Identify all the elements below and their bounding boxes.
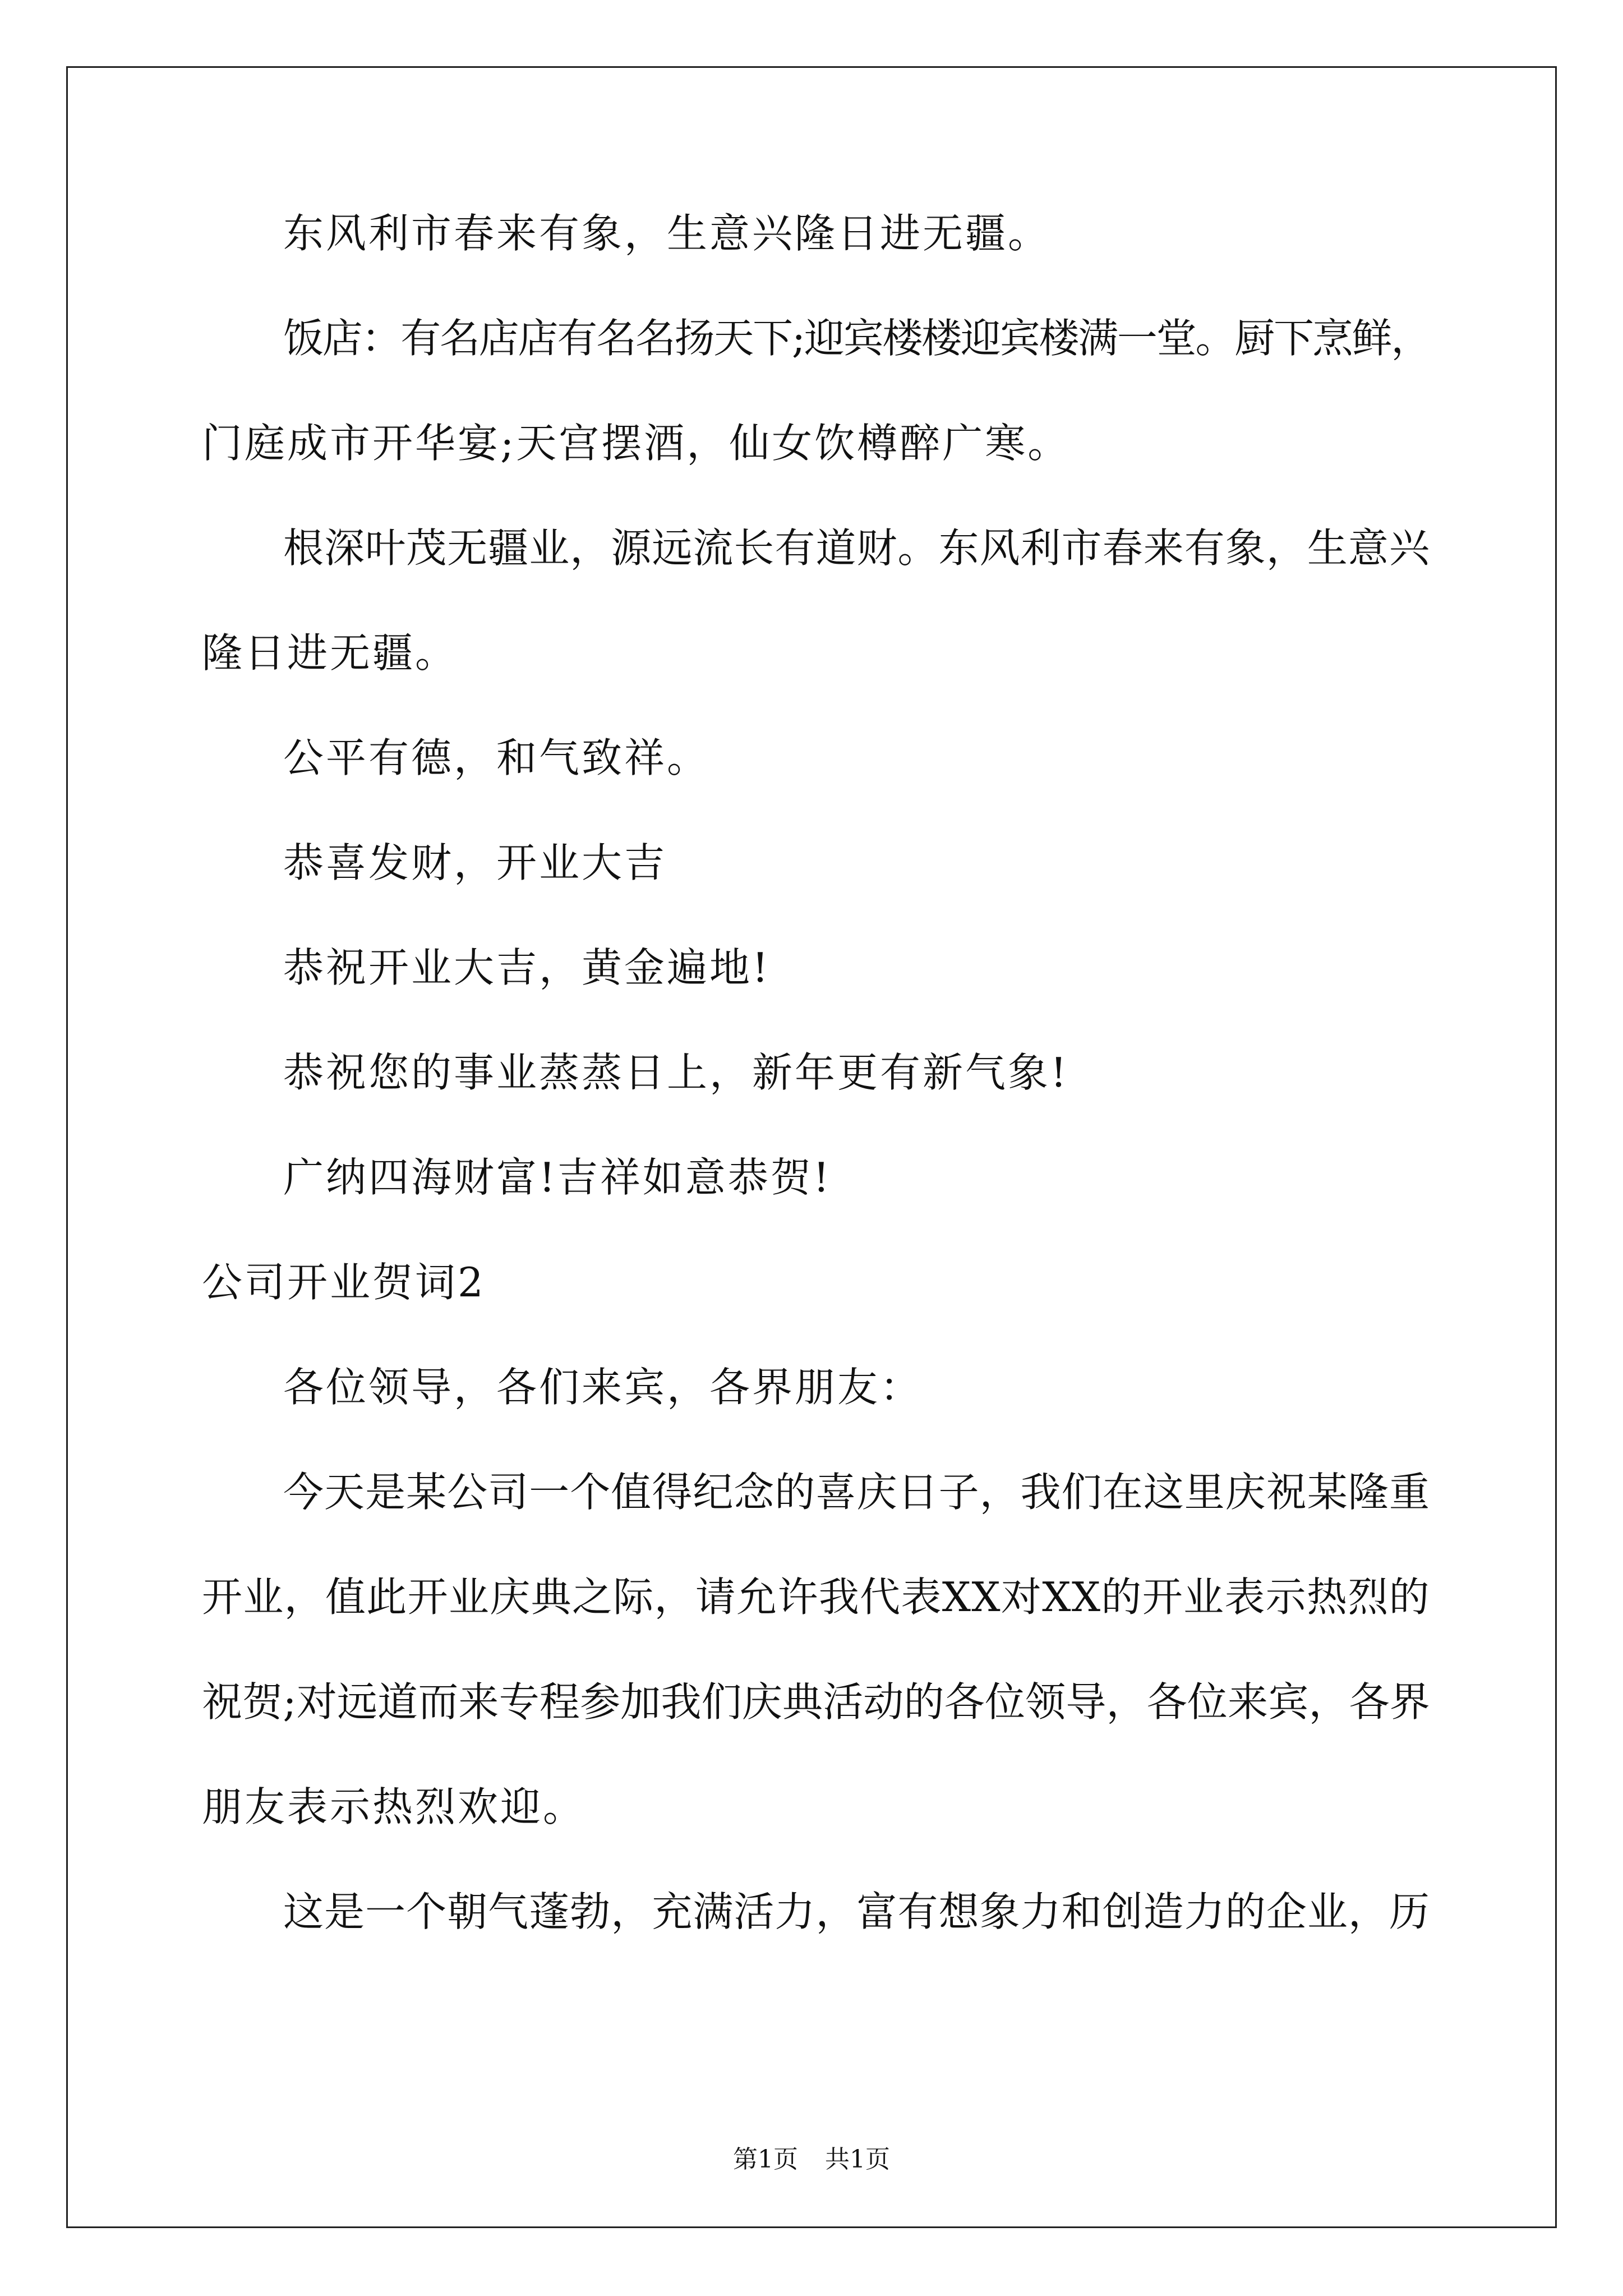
paragraph-line: 恭祝开业大吉，黄金遍地! — [283, 944, 771, 991]
paragraph-line: 广纳四海财富!吉祥如意恭贺! — [283, 1154, 832, 1201]
paragraph-line: 门庭成市开华宴;天宫摆酒，仙女饮樽醉广寒。 — [202, 420, 1071, 467]
page-total: 共1页 — [825, 2145, 890, 2174]
paragraph-line: 今天是某公司一个值得纪念的喜庆日子，我们在这里庆祝某隆重 — [283, 1469, 1430, 1516]
paragraph-line: 朋友表示热烈欢迎。 — [202, 1783, 586, 1830]
paragraph-line: 公平有德，和气致祥。 — [283, 734, 710, 781]
page-number: 第1页 — [733, 2145, 798, 2174]
section-heading: 公司开业贺词2 — [202, 1259, 486, 1306]
paragraph-line: 恭祝您的事业蒸蒸日上，新年更有新气象! — [283, 1049, 1069, 1096]
paragraph-line: 隆日进无疆。 — [202, 629, 458, 677]
paragraph-line: 饭店：有名店店有名名扬天下;迎宾楼楼迎宾楼满一堂。厨下烹鲜， — [283, 315, 1430, 362]
paragraph-line: 各位领导，各们来宾，各界朋友： — [283, 1364, 923, 1411]
paragraph-line: 开业，值此开业庆典之际，请允许我代表XX对XX的开业表示热烈的 — [202, 1573, 1430, 1621]
page-footer — [0, 2139, 1623, 2175]
paragraph-line: 这是一个朝气蓬勃，充满活力，富有想象力和创造力的企业，历 — [283, 1888, 1430, 1935]
paragraph-line: 根深叶茂无疆业，源远流长有道财。东风利市春来有象，生意兴 — [283, 524, 1430, 572]
paragraph-line: 祝贺;对远道而来专程参加我们庆典活动的各位领导，各位来宾，各界 — [202, 1678, 1430, 1726]
paragraph-line: 东风利市春来有象，生意兴隆日进无疆。 — [283, 210, 1051, 257]
paragraph-line: 恭喜发财，开业大吉 — [283, 839, 667, 886]
